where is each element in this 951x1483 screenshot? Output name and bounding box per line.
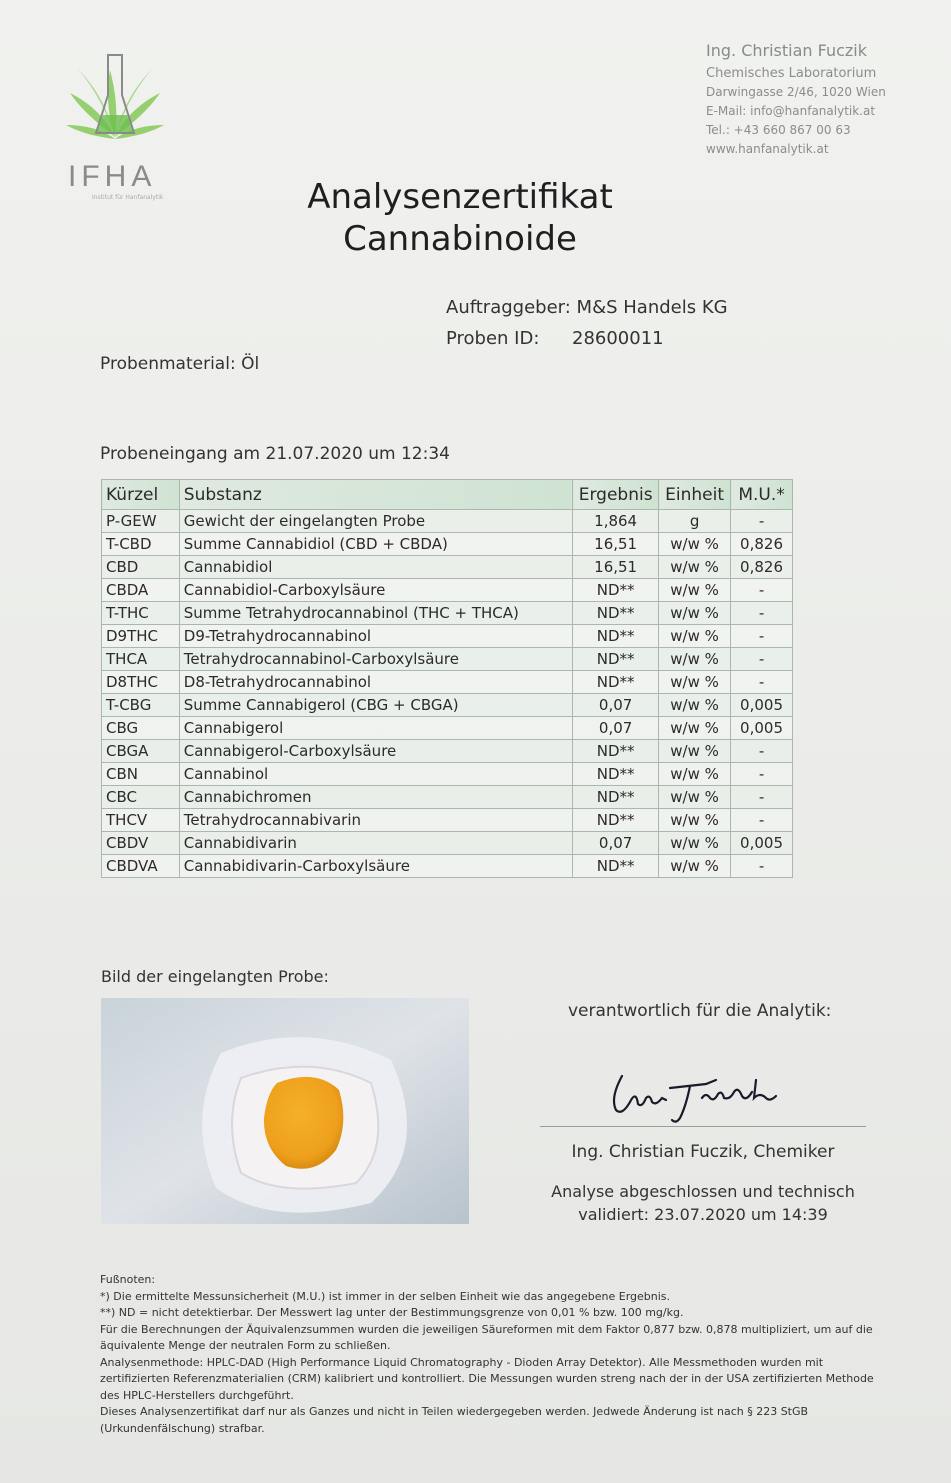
sample-receipt: Probeneingang am 21.07.2020 um 12:34 — [100, 444, 450, 464]
sample-image-label: Bild der eingelangten Probe: — [101, 967, 329, 986]
lab-name: Ing. Christian Fuczik — [706, 41, 867, 60]
validation-line-1: Analyse abgeschlossen und technisch — [551, 1182, 855, 1201]
document-title — [180, 176, 740, 260]
table-row — [102, 694, 793, 717]
footnote-equivalence: Für die Berechnungen der Äquivalenzsummen wurden die jeweiligen Säureformen mit dem Faktor 0,877 bzw. 0,878 multipliziert, um auf die äquivalente Menge der neutralen Form zu schließen. — [100, 1322, 873, 1352]
table-row — [102, 625, 793, 648]
footnote-copyright: Dieses Analysenzertifikat darf nur als Ganzes und nicht in Teilen wiedergegeben werden. Jedwede Änderung ist nach § 223 StGB (Urkundenfälschung) strafbar. — [100, 1405, 809, 1435]
cell-kuerzel: CBD — [102, 556, 180, 579]
cell-kuerzel: CBG — [102, 717, 180, 740]
cell-mu: 0,005 — [731, 832, 793, 855]
table-row — [102, 855, 793, 878]
cell-substanz: Summe Cannabidiol (CBD + CBDA) — [179, 533, 572, 556]
signature — [606, 1058, 786, 1128]
cell-mu: 0,005 — [731, 717, 793, 740]
cell-substanz: Cannabidiol-Carboxylsäure — [179, 579, 572, 602]
lab-address — [706, 40, 886, 159]
table-row — [102, 671, 793, 694]
cell-ergebnis: 1,864 — [573, 510, 659, 533]
cell-substanz: Cannabidiol — [179, 556, 572, 579]
cell-mu: - — [731, 763, 793, 786]
table-row — [102, 556, 793, 579]
cell-substanz: Cannabigerol-Carboxylsäure — [179, 740, 572, 763]
lab-phone: Tel.: +43 660 867 00 63 — [706, 123, 851, 137]
cell-ergebnis: ND** — [573, 855, 659, 878]
cell-ergebnis: ND** — [573, 602, 659, 625]
cell-einheit: w/w % — [659, 533, 731, 556]
responsible-label: verantwortlich für die Analytik: — [568, 1001, 832, 1021]
table-row — [102, 717, 793, 740]
table-row — [102, 832, 793, 855]
cell-kuerzel: T-CBD — [102, 533, 180, 556]
cell-kuerzel: THCV — [102, 809, 180, 832]
table-row — [102, 740, 793, 763]
table-row — [102, 786, 793, 809]
cell-ergebnis: 0,07 — [573, 832, 659, 855]
cell-einheit: w/w % — [659, 740, 731, 763]
cell-substanz: Cannabidivarin — [179, 832, 572, 855]
cell-mu: - — [731, 625, 793, 648]
cell-ergebnis: ND** — [573, 809, 659, 832]
cell-kuerzel: P-GEW — [102, 510, 180, 533]
footnotes — [100, 1272, 890, 1437]
cell-kuerzel: T-THC — [102, 602, 180, 625]
cell-mu: - — [731, 602, 793, 625]
client-info — [446, 292, 728, 354]
lab-web: www.hanfanalytik.at — [706, 142, 829, 156]
cell-ergebnis: ND** — [573, 625, 659, 648]
cell-mu: - — [731, 855, 793, 878]
cell-substanz: Cannabichromen — [179, 786, 572, 809]
cell-einheit: w/w % — [659, 809, 731, 832]
cell-mu: - — [731, 786, 793, 809]
cell-kuerzel: THCA — [102, 648, 180, 671]
cell-kuerzel: CBN — [102, 763, 180, 786]
cell-ergebnis: ND** — [573, 648, 659, 671]
title-line-2: Cannabinoide — [343, 219, 577, 259]
logo-name: IFHA — [68, 160, 157, 193]
sample-id-value: 28600011 — [572, 328, 664, 349]
client-label: Auftraggeber: — [446, 297, 571, 318]
cell-einheit: w/w % — [659, 717, 731, 740]
cell-ergebnis: 16,51 — [573, 556, 659, 579]
logo-subtitle: Institut für Hanfanalytik — [92, 194, 164, 201]
cell-mu: - — [731, 809, 793, 832]
validation-note — [540, 1180, 866, 1226]
cell-einheit: w/w % — [659, 832, 731, 855]
header-ergebnis: Ergebnis — [573, 480, 659, 510]
cell-ergebnis: ND** — [573, 763, 659, 786]
cell-einheit: w/w % — [659, 625, 731, 648]
cell-mu: - — [731, 579, 793, 602]
lab-email: E-Mail: info@hanfanalytik.at — [706, 104, 876, 118]
cell-substanz: Summe Cannabigerol (CBG + CBGA) — [179, 694, 572, 717]
header-einheit: Einheit — [659, 480, 731, 510]
footnote-nd: **) ND = nicht detektierbar. Der Messwert lag unter der Bestimmungsgrenze von 0,01 % bzw. 100 mg/kg. — [100, 1306, 684, 1319]
sample-material: Probenmaterial: Öl — [100, 354, 260, 374]
header-kuerzel: Kürzel — [102, 480, 180, 510]
cell-kuerzel: CBDV — [102, 832, 180, 855]
table-row — [102, 602, 793, 625]
footnote-mu: *) Die ermittelte Messunsicherheit (M.U.) ist immer in der selben Einheit wie das angegebene Ergebnis. — [100, 1289, 671, 1303]
cell-einheit: w/w % — [659, 556, 731, 579]
cell-substanz: Cannabinol — [179, 763, 572, 786]
cell-substanz: Tetrahydrocannabivarin — [179, 809, 572, 832]
table-row — [102, 763, 793, 786]
cell-mu: 0,826 — [731, 556, 793, 579]
cell-einheit: w/w % — [659, 579, 731, 602]
cell-kuerzel: CBDVA — [102, 855, 180, 878]
cell-kuerzel: D8THC — [102, 671, 180, 694]
chemist-name: Ing. Christian Fuczik, Chemiker — [571, 1142, 835, 1162]
sample-photo — [101, 998, 469, 1224]
cell-substanz: Cannabidivarin-Carboxylsäure — [179, 855, 572, 878]
results-table — [101, 479, 793, 878]
cell-ergebnis: ND** — [573, 579, 659, 602]
cell-ergebnis: ND** — [573, 740, 659, 763]
footnote-method: Analysenmethode: HPLC-DAD (High Performance Liquid Chromatography - Dioden Array Detektor). Alle Messmethoden wurden mit zertifizierten Referenzmaterialien (CRM) kalibriert und kontrolliert. Die Messungen wurden streng nach der in der USA zertifizierten Methode des HPLC-Herstellers durchgeführt. — [100, 1355, 874, 1402]
cell-mu: - — [731, 510, 793, 533]
signature-line — [540, 1126, 866, 1127]
cell-kuerzel: D9THC — [102, 625, 180, 648]
lab-subtitle: Chemisches Laboratorium — [706, 66, 877, 81]
sample-id-label: Proben ID: — [446, 328, 540, 349]
cell-mu: 0,005 — [731, 694, 793, 717]
table-row — [102, 648, 793, 671]
cell-substanz: D9-Tetrahydrocannabinol — [179, 625, 572, 648]
cell-mu: - — [731, 671, 793, 694]
cell-kuerzel: CBDA — [102, 579, 180, 602]
header-mu: M.U.* — [731, 480, 793, 510]
cell-substanz: Cannabigerol — [179, 717, 572, 740]
cell-ergebnis: 0,07 — [573, 694, 659, 717]
footnotes-title: Fußnoten: — [100, 1273, 156, 1286]
cell-substanz: Gewicht der eingelangten Probe — [179, 510, 572, 533]
cell-einheit: w/w % — [659, 694, 731, 717]
cell-einheit: w/w % — [659, 671, 731, 694]
cell-mu: - — [731, 740, 793, 763]
table-row — [102, 510, 793, 533]
cell-kuerzel: CBGA — [102, 740, 180, 763]
table-row — [102, 809, 793, 832]
title-line-1: Analysenzertifikat — [307, 177, 613, 217]
header-substanz: Substanz — [179, 480, 572, 510]
validation-line-2: validiert: 23.07.2020 um 14:39 — [578, 1205, 828, 1224]
cell-einheit: w/w % — [659, 648, 731, 671]
cell-mu: - — [731, 648, 793, 671]
cell-ergebnis: 16,51 — [573, 533, 659, 556]
cell-substanz: Summe Tetrahydrocannabinol (THC + THCA) — [179, 602, 572, 625]
client-value: M&S Handels KG — [576, 297, 728, 318]
cell-kuerzel: CBC — [102, 786, 180, 809]
cell-ergebnis: ND** — [573, 786, 659, 809]
cell-kuerzel: T-CBG — [102, 694, 180, 717]
cell-ergebnis: ND** — [573, 671, 659, 694]
table-header-row — [102, 480, 793, 510]
cell-substanz: D8-Tetrahydrocannabinol — [179, 671, 572, 694]
cell-mu: 0,826 — [731, 533, 793, 556]
cell-einheit: w/w % — [659, 602, 731, 625]
cell-einheit: w/w % — [659, 855, 731, 878]
cell-substanz: Tetrahydrocannabinol-Carboxylsäure — [179, 648, 572, 671]
cell-einheit: w/w % — [659, 763, 731, 786]
table-row — [102, 579, 793, 602]
table-row — [102, 533, 793, 556]
lab-street: Darwingasse 2/46, 1020 Wien — [706, 85, 886, 99]
cell-einheit: w/w % — [659, 786, 731, 809]
cell-ergebnis: 0,07 — [573, 717, 659, 740]
cell-einheit: g — [659, 510, 731, 533]
